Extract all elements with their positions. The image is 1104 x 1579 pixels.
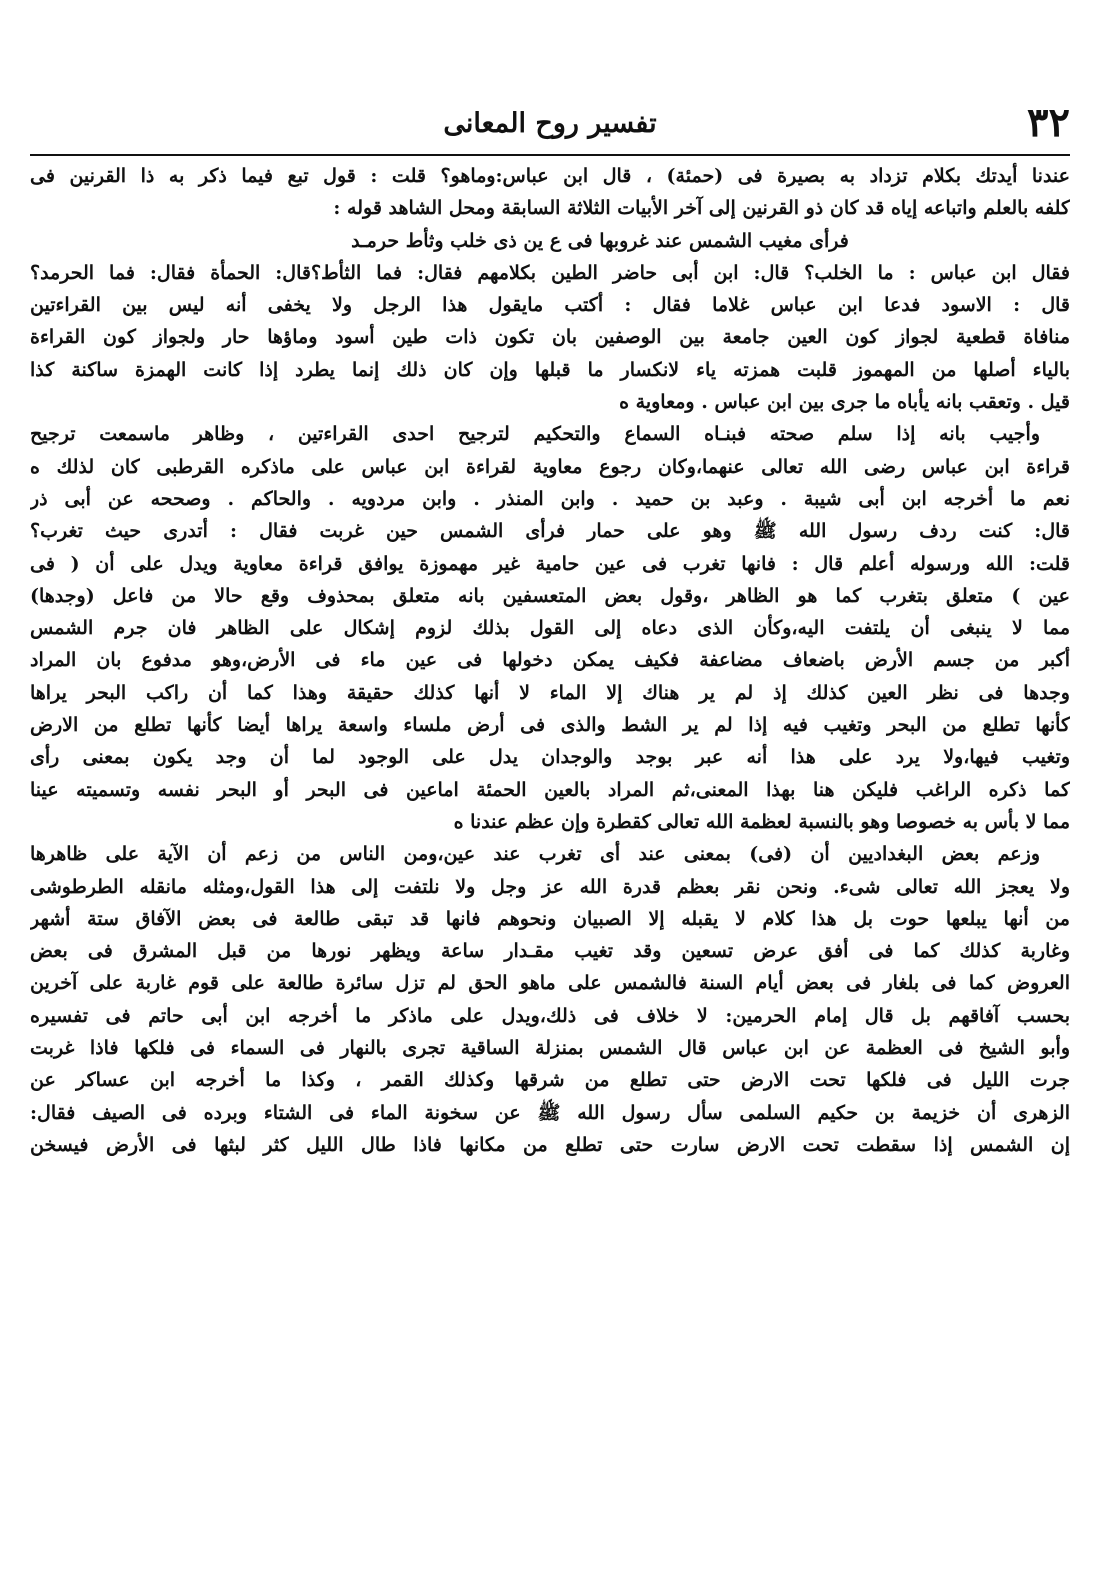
text-line: قيل . وتعقب بانه يأباه ما جرى بين ابن عباس . ومعاوية ه: [619, 391, 1070, 414]
text-line: وتغيب فيها،ولا يرد على هذا أنه عبر بوجد والوجدان يدل على الوجود لما أن وجد يكون بمعنى رأى: [30, 746, 1070, 769]
text-line: العروض كما فى بلغار فى بعض أيام السنة فالشمس على ماهو الحق لم تزل سائرة طالعة على قوم غاربة على آخرين: [30, 972, 1070, 995]
text-line: قراءة ابن عباس رضى الله تعالى عنهما،وكان رجوع معاوية لقراءة ابن عباس على ماذكره القرطبى كان لذلك ه: [30, 455, 1070, 478]
text-line: فقال ابن عباس : ما الخلب؟ قال: ابن أبى حاضر الطين بكلامهم فقال: فما الثأط؟قال: الحمأة فقال: فما الحرمد؟: [30, 261, 1070, 284]
text-line: الزهرى أن خزيمة بن حكيم السلمى سأل رسول الله ﷺ عن سخونة الماء فى الشتاء وبرده فى الصيف فقال:: [30, 1101, 1070, 1124]
text-line: نعم ما أخرجه ابن أبى شيبة . وعبد بن حميد . وابن المنذر . وابن مردويه . والحاكم . وصححه عن أبى ذر: [30, 487, 1070, 510]
text-line: عندنا أيدتك بكلام تزداد به بصيرة فى (حمئة) ، قال ابن عباس:وماهو؟ قلت : قول تبع فيما ذكر به ذا القرنين فى: [30, 165, 1070, 187]
page-number: ٣٢: [1027, 99, 1070, 146]
text-line: قلت: الله ورسوله أعلم قال : فانها تغرب فى عين حامية غير مهموزة يوافق قراءة معاوية ويدل على أن ( فى: [30, 552, 1070, 575]
text-line: وأجيب بانه إذا سلم صحته فبنـاه السماع والتحكيم لترجيح احدى القراءتين ، وظاهر ماسمعت ترجيح: [30, 423, 1040, 446]
text-line: وغاربة كذلك كما فى أفق عرض تسعين وقد تغيب مقـدار ساعة ويظهر نورها من قبل المشرق فى بعض: [30, 940, 1070, 963]
text-line: كلفه بالعلم واتباعه إياه قد كان ذو القرنين إلى آخر الأبيات الثلاثة السابقة ومحل الشاهد قوله :: [333, 197, 1070, 220]
text-line: مما لا ينبغى أن يلتفت اليه،وكأن الذى دعاه إلى القول بذلك لزوم إشكال على الظاهر فان جرم الشمس: [30, 617, 1070, 640]
text-line: وأبو الشيخ فى العظمة عن ابن عباس قال الشمس بمنزلة الساقية تجرى بالنهار فى السماء فى فلكها فاذا غربت: [30, 1037, 1070, 1060]
text-line: عين ) متعلق بتغرب كما هو الظاهر ،وقول بعض المتعسفين بانه متعلق بمحذوف وقع حالا من فاعل (وجدها): [30, 584, 1070, 607]
text-line: بحسب آفاقهم بل قال إمام الحرمين: لا خلاف فى ذلك،ويدل على ماذكر ما أخرجه ابن أبى حاتم فى تفسيره: [30, 1004, 1070, 1027]
text-line: إن الشمس إذا سقطت تحت الارض سارت حتى تطلع من مكانها فاذا طال الليل كثر لبثها فى الأرض فيسخن: [30, 1133, 1070, 1156]
text-line: كأنها تطلع من البحر وتغيب فيه إذا لم ير الشط والذى فى أرض ملساء واسعة يراها أيضا كأنها تطلع من الارض: [30, 714, 1070, 737]
page-header: [30, 100, 1070, 146]
text-line: ولا يعجز الله تعالى شىء. ونحن نقر بعظم قدرة الله عز وجل ولا نلتفت إلى هذا القول،ومثله مانقله الطرطوشى: [30, 875, 1070, 898]
text-line: وجدها فى نظر العين كذلك إذ لم ير هناك إلا الماء لا أنها كذلك حقيقة وهذا كما أن راكب البحر يراها: [30, 681, 1070, 704]
text-line: منافاة قطعية لجواز كون العين جامعة بين الوصفين بان تكون ذات طين أسود وماؤها حار ولجواز كون القراءة: [30, 326, 1070, 349]
header-rule: [30, 154, 1070, 156]
text-line: قال : الاسود فدعا ابن عباس غلاما فقال : أكتب مايقول هذا الرجل ولا يخفى أنه ليس بين القراءتين: [30, 294, 1070, 317]
text-line: بالياء أصلها من المهموز قلبت همزته ياء لانكسار ما قبلها وإن كان ذلك إنما يطرد إذا كانت الهمزة ساكنة كذا: [30, 358, 1070, 381]
text-line: كما ذكره الراغب فليكن هنا بهذا المعنى،ثم المراد بالعين الحمئة اماعين فى البحر أو البحر نفسه وتسميته عينا: [30, 778, 1070, 801]
page: [30, 100, 1070, 1161]
text-line: قال: كنت ردف رسول الله ﷺ وهو على حمار فرأى الشمس حين غربت فقال : أتدرى حيث تغرب؟: [30, 520, 1070, 543]
text-line: أكبر من جسم الأرض باضعاف مضاعفة فكيف يمكن دخولها فى عين ماء فى الأرض،وهو مدفوع بان المراد: [30, 649, 1070, 672]
text-line: وزعم بعض البغداديين أن (فى) بمعنى عند أى تغرب عند عين،ومن الناس من زعم أن الآية على ظاهرها: [30, 843, 1040, 866]
running-title: تفسير روح المعانى: [443, 108, 657, 139]
body-text: [30, 160, 1070, 1161]
verse-line: فرأى مغيب الشمس عند غروبها فى ع ين ذى خلب وثأط حرمـد: [351, 229, 849, 252]
text-line: جرت الليل فى فلكها تحت الارض حتى تطلع من شرقها وكذلك القمر ، وكذا ما أخرجه ابن عساكر عن: [30, 1069, 1070, 1092]
text-line: مما لا بأس به خصوصا وهو بالنسبة لعظمة الله تعالى كقطرة وإن عظم عندنا ه: [453, 810, 1070, 833]
text-line: من أنها يبلعها حوت بل هذا كلام لا يقبله إلا الصبيان ونحوهم فانها قد تبقى طالعة فى بعض الآفاق ستة أشهر: [30, 907, 1070, 930]
